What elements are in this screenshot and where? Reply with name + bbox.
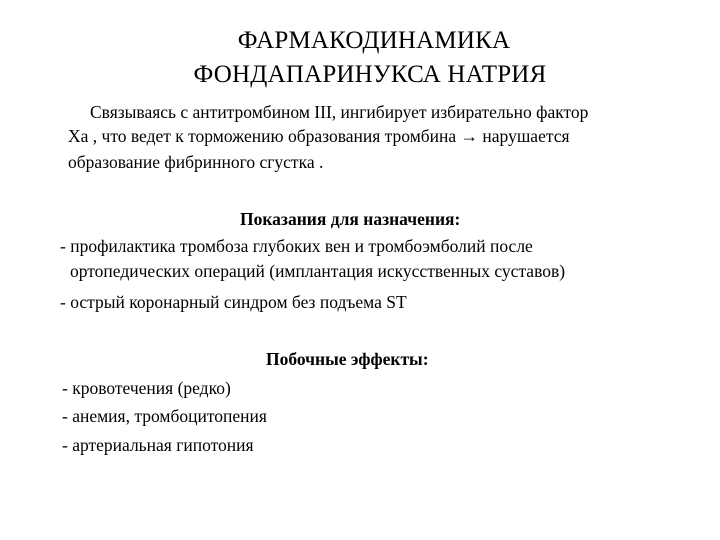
intro-text-line-3: образование фибринного сгустка . xyxy=(68,152,324,172)
side-effects-heading: Побочные эффекты: xyxy=(266,349,429,369)
indication-item-2: - острый коронарный синдром без подъема ST xyxy=(60,292,407,312)
side-effect-item-2: - анемия, тромбоцитопения xyxy=(62,406,267,426)
indication-item-1-line-2: ортопедических операций (имплантация искусственных суставов) xyxy=(70,261,566,281)
slide-title-line-1: ФАРМАКОДИНАМИКА xyxy=(237,27,511,54)
side-effect-item-3: - артериальная гипотония xyxy=(62,435,254,455)
indication-item-1-line-1: - профилактика тромбоза глубоких вен и тромбоэмболий после xyxy=(60,236,533,256)
intro-text-line-1: Связываясь с антитромбином III, ингибирует избирательно фактор xyxy=(90,102,589,122)
side-effect-item-1: - кровотечения (редко) xyxy=(62,378,231,398)
intro-text-line-2: Ха , что ведет к торможению образования тромбина → нарушается xyxy=(68,126,570,146)
indications-heading: Показания для назначения: xyxy=(240,209,461,229)
slide-title-line-2: ФОНДАПАРИНУКСА НАТРИЯ xyxy=(193,61,547,88)
